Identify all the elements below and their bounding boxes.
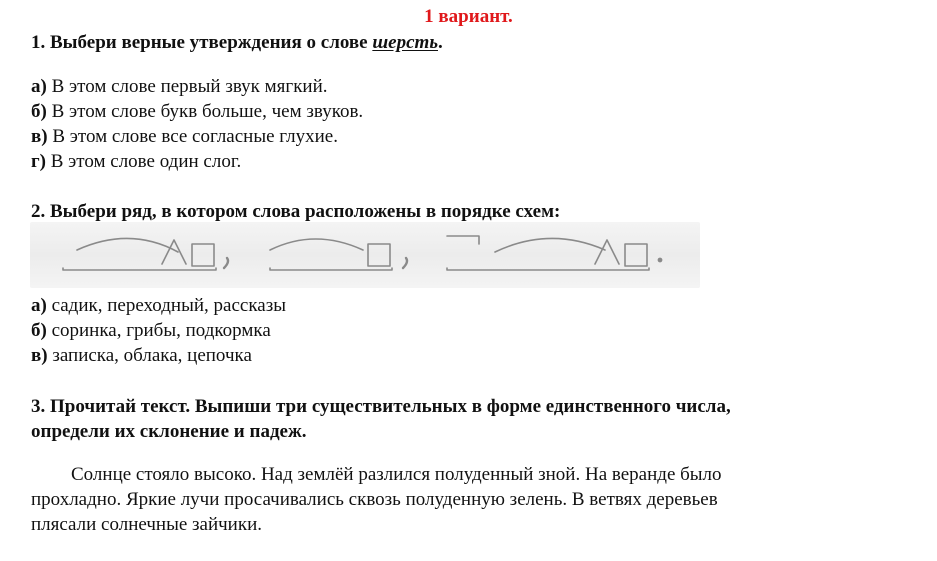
text-line-1: Солнце стояло высоко. Над землёй разлился полуденный зной. На веранде было (71, 464, 722, 485)
option-text: записка, облака, цепочка (47, 345, 252, 366)
task3-text (31, 462, 911, 537)
scheme-2 (270, 239, 407, 270)
task1-heading-suffix: . (438, 32, 443, 53)
task2-option-a (31, 294, 286, 317)
task2-option-b (31, 319, 271, 342)
task1-heading (31, 31, 443, 54)
task1-option-c (31, 125, 338, 148)
task1-heading-prefix: 1. Выбери верные утверждения о слове (31, 32, 373, 53)
option-text: В этом слове все согласные глухие. (47, 126, 338, 147)
option-text: садик, переходный, рассказы (46, 295, 286, 316)
option-letter: б) (31, 101, 47, 122)
option-text: В этом слове один слог. (45, 151, 242, 172)
text-line-2: прохладно. Яркие лучи просачивались сквозь полуденную зелень. В ветвях деревьев (31, 489, 718, 510)
word-structure-schemes (30, 222, 700, 288)
task2-heading: 2. Выбери ряд, в котором слова расположены в порядке схем: (31, 201, 561, 222)
morpheme-schemes-image (30, 222, 700, 288)
scheme-1 (63, 238, 228, 270)
task3-heading-line2: определи их склонение и падеж. (31, 421, 307, 442)
task3-heading-line1: 3. Прочитай текст. Выпиши три существительных в форме единственного числа, (31, 396, 731, 417)
option-letter: г) (31, 151, 46, 172)
task1-heading-word: шерсть (372, 32, 438, 53)
option-text: В этом слове букв больше, чем звуков. (46, 101, 364, 122)
task1-option-a (31, 75, 328, 98)
task1-option-b (31, 100, 363, 123)
option-text: соринка, грибы, подкормка (46, 320, 271, 341)
task2-option-c (31, 344, 252, 367)
variant-title: 1 вариант. (424, 6, 513, 27)
option-letter: б) (31, 320, 47, 341)
task1-option-d (31, 150, 241, 173)
option-text: В этом слове первый звук мягкий. (46, 76, 328, 97)
text-line-3: плясали солнечные зайчики. (31, 514, 262, 535)
option-letter: а) (31, 76, 47, 97)
option-letter: в) (31, 126, 48, 147)
scheme-3 (447, 236, 662, 270)
option-letter: а) (31, 295, 47, 316)
option-letter: в) (31, 345, 48, 366)
